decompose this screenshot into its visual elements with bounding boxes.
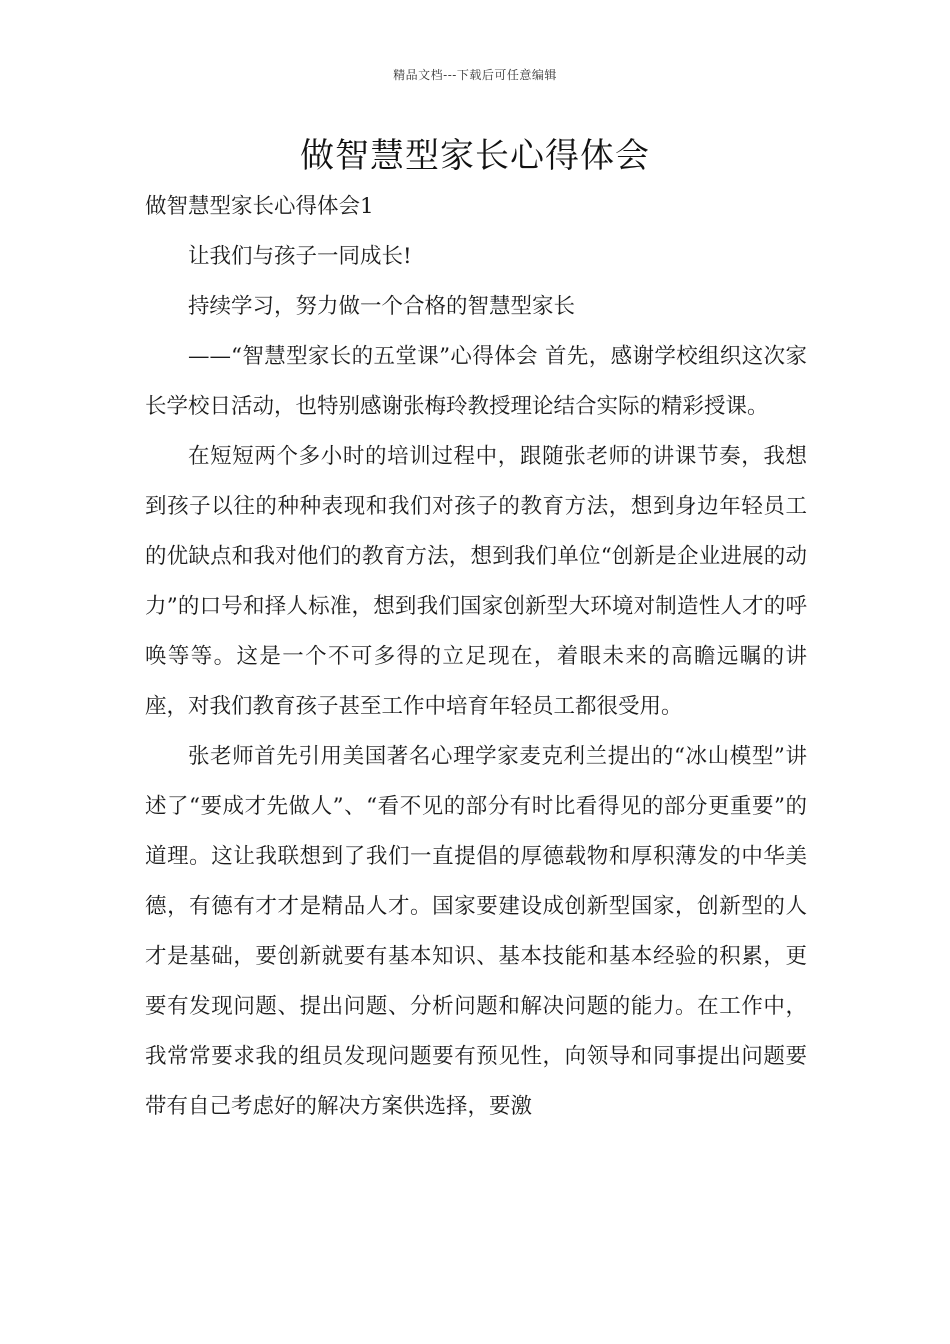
paragraph-5: 张老师首先引用美国著名心理学家麦克利兰提出的“冰山模型”讲述了“要成才先做人”、“看不见的部分有时比看得见的部分更重要”的道理。这让我联想到了我们一直提倡的厚德载物和厚积薄发的中华美德，有德有才才是精品人才。国家要建设成创新型国家，创新型的人才是基础，要创新就要有基本知识、基本技能和基本经验的积累，更要有发现问题、提出问题、分析问题和解决问题的能力。在工作中，我常常要求我的组员发现问题要有预见性，向领导和同事提出问题要带有自己考虑好的解决方案供选择，要激 (145, 744, 807, 1119)
paragraph-2: 持续学习，努力做一个合格的智慧型家长 (188, 294, 576, 319)
paragraph-4: 在短短两个多小时的培训过程中，跟随张老师的讲课节奏，我想到孩子以往的种种表现和我们对孩子的教育方法，想到身边年轻员工的优缺点和我对他们的教育方法，想到我们单位“创新是企业进展的动力”的口号和择人标准，想到我们国家创新型大环境对制造性人才的呼唤等等。这是一个不可多得的立足现在，着眼未来的高瞻远瞩的讲座，对我们教育孩子甚至工作中培育年轻员工都很受用。 (145, 444, 807, 719)
paragraph-3: ——“智慧型家长的五堂课”心得体会 首先，感谢学校组织这次家长学校日活动，也特别感谢张梅玲教授理论结合实际的精彩授课。 (145, 344, 807, 419)
section-heading: 做智慧型家长心得体会1 (145, 194, 374, 219)
document-body (145, 182, 807, 1132)
document-title: 做智慧型家长心得体会 (300, 136, 650, 176)
header-note: 精品文档---下载后可任意编辑 (393, 68, 557, 82)
paragraph-1: 让我们与孩子一同成长! (188, 244, 412, 269)
